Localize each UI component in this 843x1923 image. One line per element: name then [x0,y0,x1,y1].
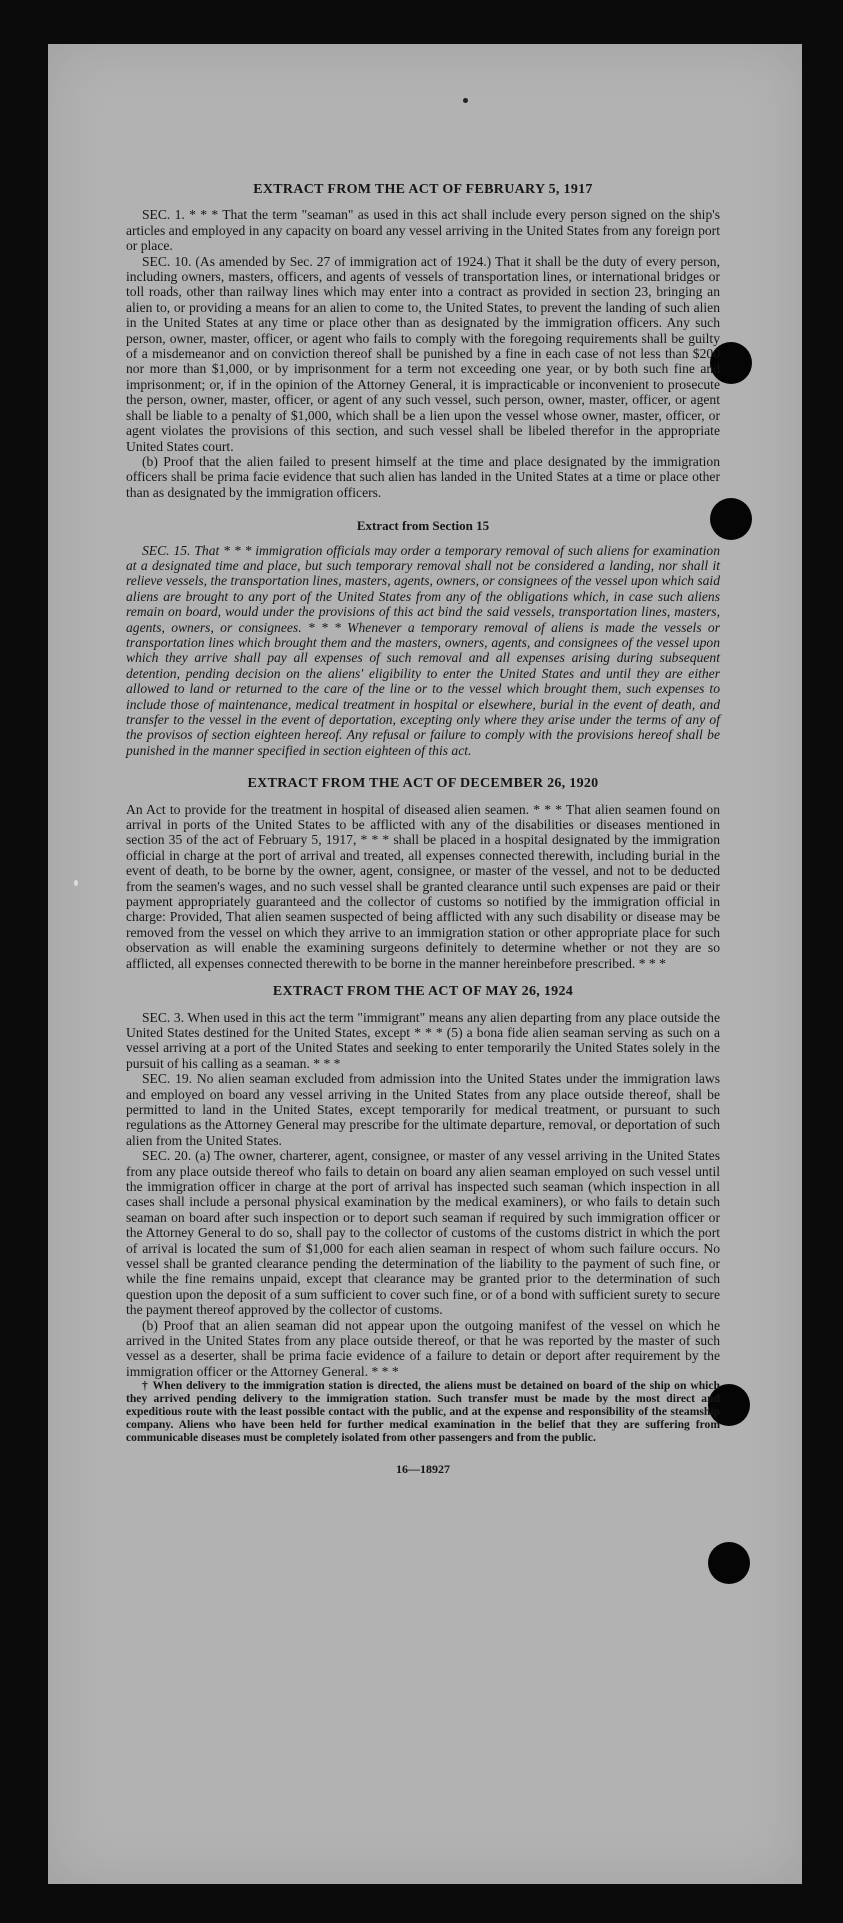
heading-section-15: Extract from Section 15 [356,518,490,534]
footnote: † When delivery to the immigration station is directed, the aliens must be detained on board of the ship on which they arrived pending delivery to the immigration station. Such transfer must be made by the most direct and expeditious route with the least possible contact with the public, and at the expense and responsibility of the steamship company. Aliens who have been held for further medical examination in the belief that they are suffering from communicable diseases must be completely isolated from other passengers and from the public. [126,1379,720,1445]
section-10b-paragraph: (b) Proof that the alien failed to present himself at the time and place designated by the immigration officers shall be prima facie evidence that such alien has landed in the United States at a time or place other than as designated by the immigration officers. [126,453,720,500]
section-3-paragraph: SEC. 3. When used in this act the term "immigrant" means any alien departing from any place outside the United States destined for the United States, except * * * (5) a bona fide alien seaman serving as such on a vessel arriving at a port of the United States and seeking to enter temporarily the United States solely in the pursuit of his calling as a seaman. * * * [126,1009,720,1071]
heading-act-1924: EXTRACT FROM THE ACT OF MAY 26, 1924 [272,984,574,1000]
document-body [126,182,720,1478]
speck-mark [74,880,78,886]
section-19-paragraph: SEC. 19. No alien seaman excluded from admission into the United States under the immigration laws and employed on board any vessel arriving in the United States from any place outside thereof, shall be permitted to land in the United States, except temporarily for medical treatment, or pursuant to such regulations as the Attorney General may prescribe for the ultimate departure, removal, or deportation of such alien from the United States. [126,1071,720,1148]
punch-hole [708,1542,750,1584]
heading-act-1917: EXTRACT FROM THE ACT OF FEBRUARY 5, 1917 [253,182,593,197]
form-number: 16—18927 [396,1462,450,1477]
section-20a-paragraph: SEC. 20. (a) The owner, charterer, agent, consignee, or master of any vessel arriving in the United States from any place outside thereof who fails to detain on board any alien seaman employed on such vessel until the immigration officer in charge at the port of arrival has inspected such seaman (which inspection in all cases shall include a personal physical examination by the medical examiners), or who fails to detain such seaman on board after such inspection or to deport such seaman if required by such immigration officer or the Attorney General to do so, shall pay to the collector of customs of the customs district in which the port of arrival is located the sum of $1,000 for each alien seaman in respect of whom such failure occurs. No vessel shall be granted clearance pending the determination of the liability to the payment of such fine, or while the fine remains unpaid, except that clearance may be granted prior to the determination of such question upon the deposit of a sum sufficient to cover such fine, or of a bond with sufficient surety to secure the payment thereof approved by the collector of customs. [126,1148,720,1318]
document-page [48,44,802,1884]
speck-mark [463,98,468,103]
section-20b-paragraph: (b) Proof that an alien seaman did not appear upon the outgoing manifest of the vessel on which he arrived in the United States from any place outside thereof, or that he was reported by the master of such vessel as a deserter, shall be prima facie evidence of a failure to detain or deport after requirement by the immigration officer or the Attorney General. * * * [126,1317,720,1379]
section-1-paragraph: SEC. 1. * * * That the term "seaman" as used in this act shall include every person signed on the ship's articles and employed in any capacity on board any vessel arriving in the United States from any foreign port or place. [126,207,720,254]
section-10-paragraph: SEC. 10. (As amended by Sec. 27 of immigration act of 1924.) That it shall be the duty of every person, including owners, masters, officers, and agents of vessels of transportation lines, or international bridges or toll roads, other than railway lines which may enter into a contract as provided in section 23, bringing an alien to, or providing a means for an alien to come to, the United States, to prevent the landing of such alien in the United States at any time or place other than as designated by the immigration officers. Any such person, owner, master, officer, or agent who fails to comply with the foregoing requirements shall be guilty of a misdemeanor and on conviction thereof shall be punished by a fine in each case of not less than $200 nor more than $1,000, or by imprisonment for a term not exceeding one year, or by both such fine and imprisonment; or, if in the opinion of the Attorney General, it is impracticable or inconvenient to prosecute the person, owner, master, officer, or agent of any such vessel, such person, owner, master, officer, or agent shall be liable to a penalty of $1,000, which shall be a lien upon the vessel whose owner, master, officer, or agent violates the provisions of this section, and such vessel shall be libeled therefor in the appropriate United States court. [126,253,720,454]
heading-act-1920: EXTRACT FROM THE ACT OF DECEMBER 26, 1920 [247,776,599,792]
act-1920-paragraph: An Act to provide for the treatment in hospital of diseased alien seamen. * * * That alien seamen found on arrival in ports of the United States to be afflicted with any of the disabilities or diseases mentioned in section 35 of the act of February 5, 1917, * * * shall be placed in a hospital designated by the immigration official in charge at the port of arrival and treated, all expenses connected therewith, including burial in the event of death, to be borne by the owner, agent, consignee, or master of the vessel, and not to be deducted from the seamen's wages, and no such vessel shall be granted clearance until such expenses are paid or their payment appropriately guaranteed and the collector of customs so notified by the immigration official in charge: Provided, That alien seamen suspected of being afflicted with any such disability or disease may be removed from the vessel on which they arrive to an immigration station or other appropriate place for such observation as will enable the examining surgeons definitely to determine whether or not they are so afflicted, all expenses connected therewith to be borne in the manner hereinbefore prescribed. * * * [126,801,720,971]
section-15-paragraph: SEC. 15. That * * * immigration officials may order a temporary removal of such aliens for examination at a designated time and place, but such temporary removal shall not be considered a landing, nor shall it relieve vessels, the transportation lines, masters, agents, owners, or consignees of the vessel upon which said aliens are brought to any port of the United States from any of the obligations which, in case such aliens remain on board, would under the provisions of this act bind the said vessels, transportation lines, masters, agents, owners, or consignees. * * * Whenever a temporary removal of aliens is made the vessels or transportation lines which brought them and the masters, owners, agents, and consignees of the vessel upon which they arrive shall pay all expenses of such removal and all expenses arising during subsequent detention, pending decision on the aliens' eligibility to enter the United States and until they are either allowed to land or returned to the care of the line or to the vessel which brought them, such expenses to include those of maintenance, medical treatment in hospital or elsewhere, burial in the event of death, and transfer to the vessel in the event of deportation, excepting only where they arise under the terms of any of the provisos of section eighteen hereof. Any refusal or failure to comply with the provisions hereof shall be punished in the manner specified in section eighteen of this act. [126,542,720,758]
